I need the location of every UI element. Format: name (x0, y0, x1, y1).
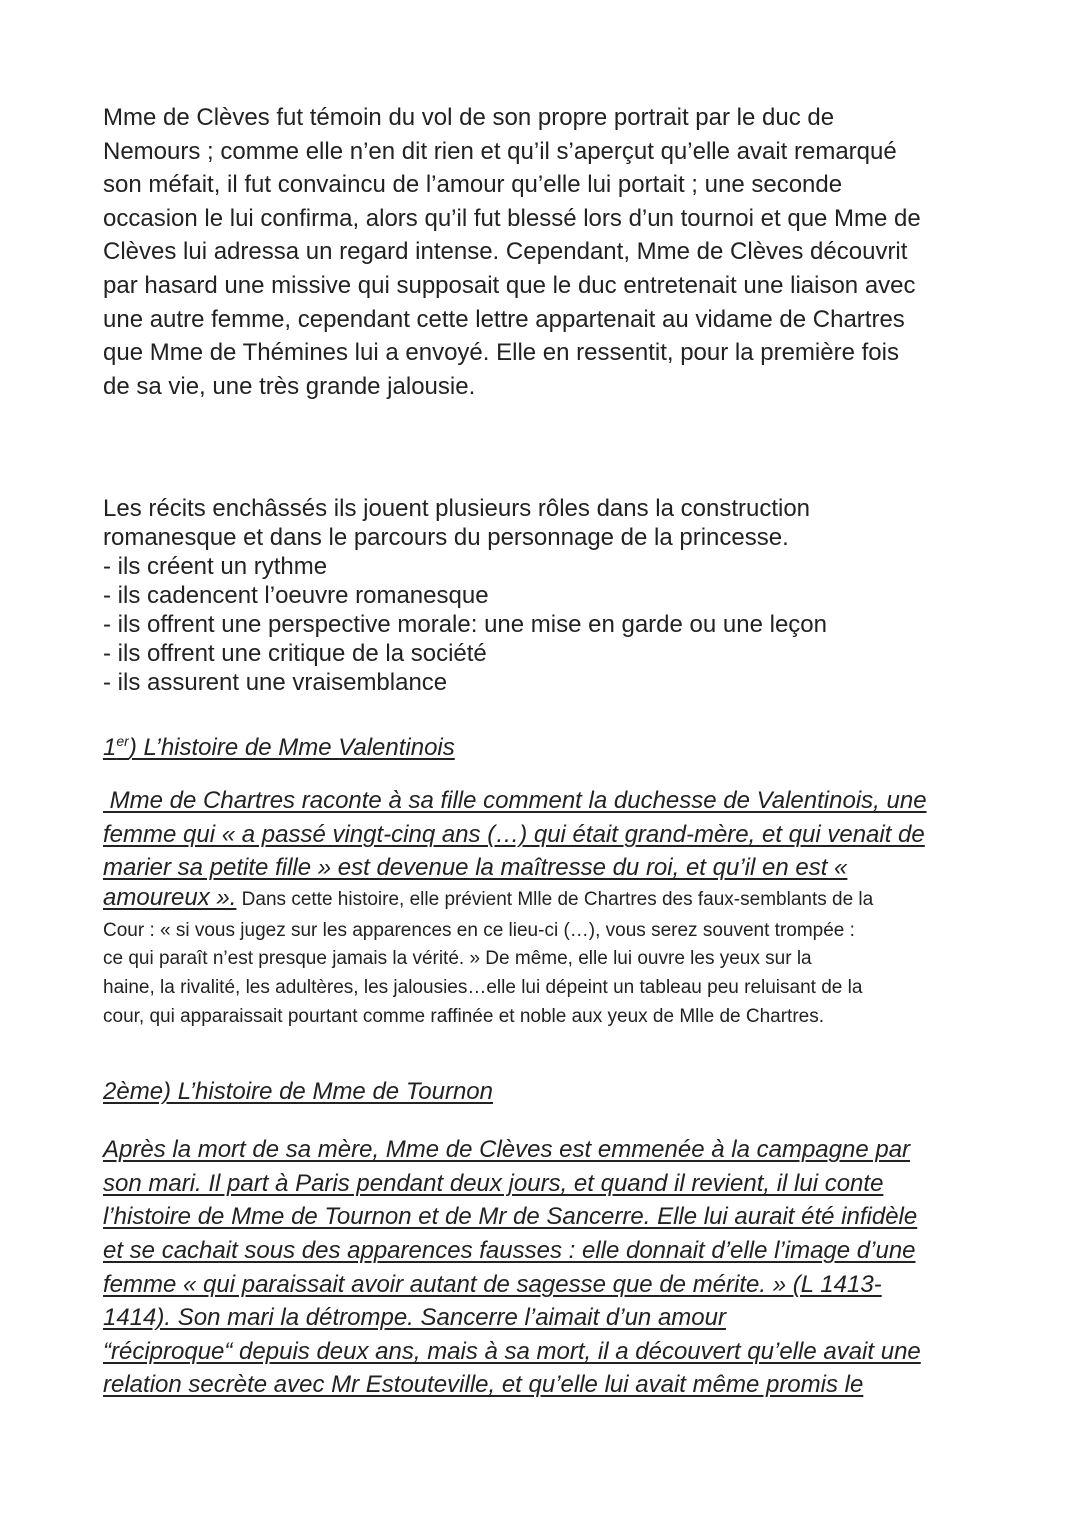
list-item: - ils assurent une vraisemblance (103, 669, 448, 696)
section-text-underlined: et se cachait sous des apparences fausses : elle donnait d’elle l’image d’une (103, 1237, 916, 1264)
paragraph-line: Nemours ; comme elle n’en dit rien et qu’il s’aperçut qu’elle avait remarqué (103, 138, 897, 165)
section-text-underlined: l’histoire de Mme de Tournon et de Mr de Sancerre. Elle lui aurait été infidèle (103, 1203, 918, 1230)
paragraph-line: Clèves lui adressa un regard intense. Cependant, Mme de Clèves découvrit (103, 238, 908, 265)
section-text-underlined: 1414). Son mari la détrompe. Sancerre l’aimait d’un amour (103, 1304, 726, 1331)
list-item: - ils offrent une perspective morale: une mise en garde ou une leçon (103, 611, 827, 638)
section-text-underlined: Après la mort de sa mère, Mme de Clèves est emmenée à la campagne par (103, 1136, 911, 1163)
list-item: - ils cadencent l’oeuvre romanesque (103, 582, 489, 609)
section-heading: 2ème) L’histoire de Mme de Tournon (103, 1078, 493, 1105)
intro-line: Les récits enchâssés ils jouent plusieurs rôles dans la construction (103, 495, 811, 522)
mixed-line: amoureux ». Dans cette histoire, elle prévient Mlle de Chartres des faux-semblants de la (103, 884, 874, 911)
section-text-underlined: Mme de Chartres raconte à sa fille comment la duchesse de Valentinois, une (103, 787, 927, 814)
section-text-underlined: son mari. Il part à Paris pendant deux jours, et quand il revient, il lui conte (103, 1170, 884, 1197)
paragraph-line: son méfait, il fut convaincu de l’amour qu’elle lui portait ; une seconde (103, 171, 843, 198)
paragraph-line: occasion le lui confirma, alors qu’il fut blessé lors d’un tournoi et que Mme de (103, 205, 921, 232)
paragraph-line: de sa vie, une très grande jalousie. (103, 373, 476, 400)
paragraph-line: Mme de Clèves fut témoin du vol de son propre portrait par le duc de (103, 104, 835, 131)
list-item: - ils offrent une critique de la société (103, 640, 487, 667)
section-text-underlined: femme « qui paraissait avoir autant de sagesse que de mérite. » (L 1413- (103, 1271, 882, 1298)
list-item: - ils créent un rythme (103, 553, 328, 580)
section-text: haine, la rivalité, les adultères, les jalousies…elle lui dépeint un tableau peu reluisant de la (103, 977, 863, 998)
paragraph-line: une autre femme, cependant cette lettre appartenait au vidame de Chartres (103, 306, 905, 333)
section-text: cour, qui apparaissait pourtant comme raffinée et noble aux yeux de Mlle de Chartres. (103, 1006, 824, 1027)
paragraph-line: que Mme de Thémines lui a envoyé. Elle en ressentit, pour la première fois (103, 339, 899, 366)
section-text: ce qui paraît n’est presque jamais la vérité. » De même, elle lui ouvre les yeux sur la (103, 948, 812, 969)
intro-line: romanesque et dans le parcours du personnage de la princesse. (103, 524, 789, 551)
section-text-underlined: relation secrète avec Mr Estouteville, et qu’elle lui avait même promis le (103, 1371, 864, 1398)
section-text: Cour : « si vous jugez sur les apparences en ce lieu-ci (…), vous serez souvent trompée : (103, 920, 855, 941)
section-text-underlined: femme qui « a passé vingt-cinq ans (…) qui était grand-mère, et qui venait de (103, 821, 925, 848)
section-text-underlined: marier sa petite fille » est devenue la maîtresse du roi, et qu’il en est « (103, 854, 848, 881)
section-text-underlined: “réciproque“ depuis deux ans, mais à sa mort, il a découvert qu’elle avait une (103, 1338, 921, 1365)
section-heading: 1er) L’histoire de Mme Valentinois (103, 733, 455, 761)
paragraph-line: par hasard une missive qui supposait que le duc entretenait une liaison avec (103, 272, 916, 299)
